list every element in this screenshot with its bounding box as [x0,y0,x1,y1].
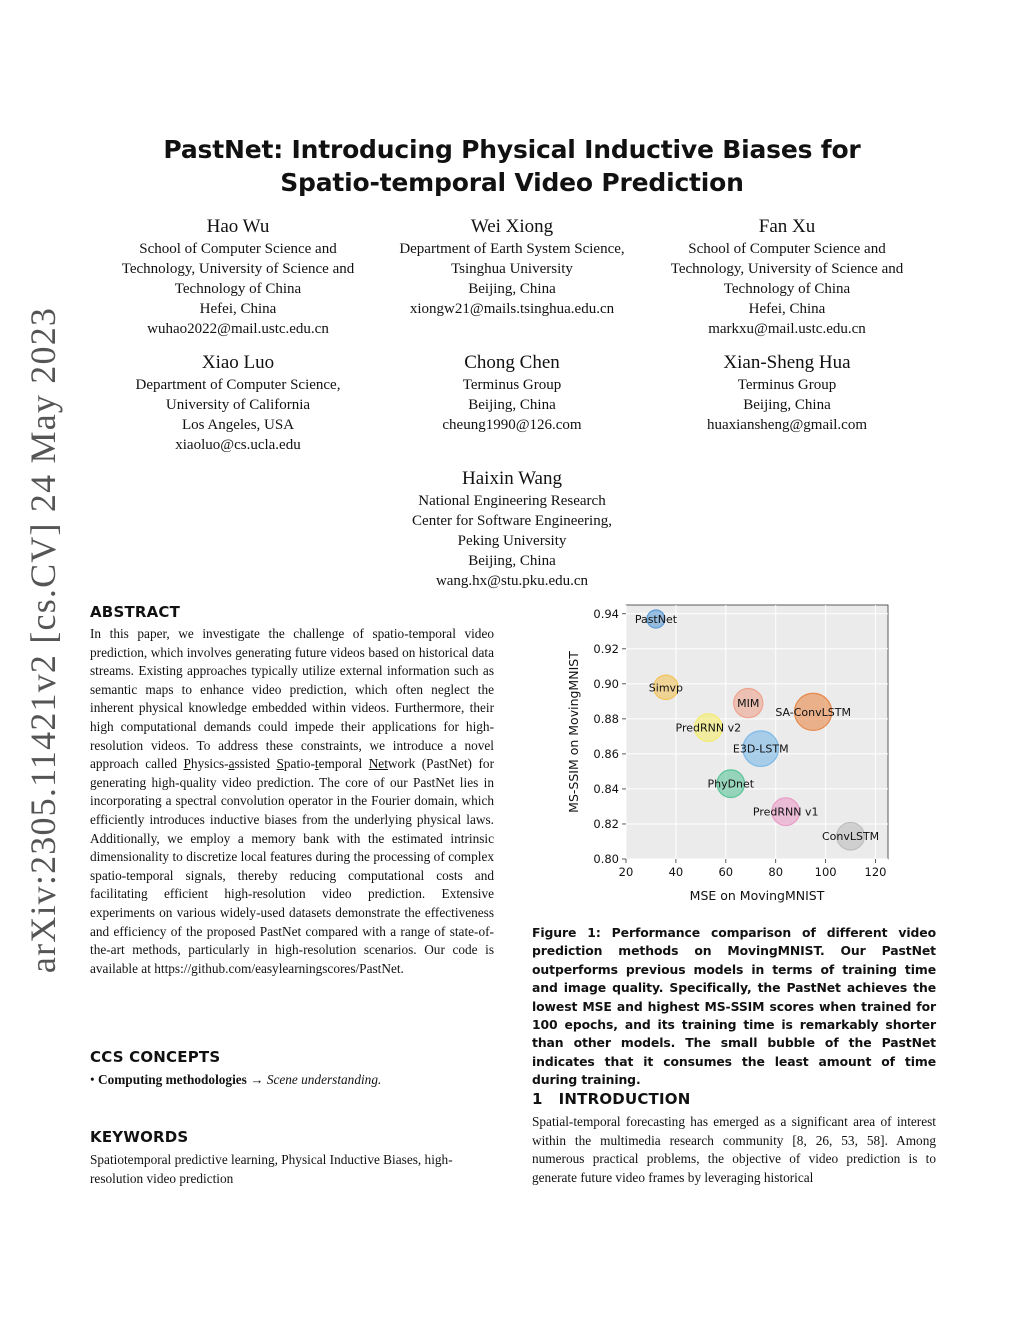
author-location: Beijing, China [743,397,831,413]
author-email: huaxiansheng@gmail.com [706,417,868,433]
bubble-label: Simvp [648,681,684,695]
author-block-chong-chen [377,351,647,435]
author-affiliation-line: School of Computer Science and [688,241,886,257]
author-block-xian-sheng-hua [652,351,922,435]
author-affiliation-line: National Engineering Research [418,493,606,509]
acronym-rest: ssisted [234,756,277,772]
ccs-category: Computing methodologies [97,1072,247,1087]
acronym-rest: emporal [318,756,369,772]
title-line-1: PastNet: Introducing Physical Inductive Biases for [163,135,861,164]
keywords-heading: KEYWORDS [90,1128,189,1146]
keywords-text: Spatiotemporal predictive learning, Physical Inductive Biases, high-resolution video prediction [90,1152,453,1186]
x-tick-label: 120 [864,865,887,879]
acronym-letter: t [314,756,319,772]
acronym-expansion [184,756,416,771]
author-name: Hao Wu [206,216,270,237]
author-name: Xiao Luo [201,352,275,373]
author-location: Beijing, China [468,397,556,413]
y-tick-label: 0.82 [593,816,619,831]
figure-caption: Figure 1: Performance comparison of different video prediction methods on MovingMNIST. Our PastNet outperforms previous models in terms of training time and image quality. Specifically, the PastNet achieves the lowest MSE and highest MS-SSIM scores when trained for 100 epochs, and its training time is remarkably shorter than other models. The small bubble of the PastNet indicates that it consumes the least amount of time during training. [532,925,936,1088]
author-affiliation-line: Terminus Group [462,377,562,393]
x-tick-label: 40 [668,865,684,879]
acronym-letter: a [228,756,235,772]
abstract-text [90,625,494,978]
acronym-letter: Net [368,756,388,772]
x-tick-label: 60 [718,865,734,879]
bubble-label: SA-ConvLSTM [775,705,851,719]
acronym-letter: P [183,756,191,772]
author-block-xiao-luo [103,351,373,455]
author-email: xiaoluo@cs.ucla.edu [175,437,301,453]
author-location: Los Angeles, USA [181,417,295,433]
author-email: cheung1990@126.com [442,417,582,433]
author-name: Fan Xu [758,216,816,237]
author-block-wei-xiong [377,215,647,319]
abstract-heading: ABSTRACT [90,603,181,621]
y-tick-label: 0.88 [593,711,619,726]
author-affiliation-line: Department of Computer Science, [135,377,341,393]
y-tick-label: 0.94 [593,606,619,621]
author-affiliation-line: Tsinghua University [451,261,573,277]
author-name: Xian-Sheng Hua [723,352,851,373]
ccs-section [90,1048,494,1090]
x-tick-label: 100 [814,865,837,879]
introduction-section [532,1090,936,1187]
ccs-arrow: → [250,1072,264,1087]
author-name: Chong Chen [464,352,560,373]
author-block-hao-wu [103,215,373,339]
x-tick-label: 20 [618,865,634,879]
author-affiliation-line: School of Computer Science and [139,241,337,257]
acronym-letter: S [276,756,284,772]
x-axis-ticks [619,859,887,879]
author-affiliation-line: Technology of China [174,281,302,297]
author-block-haixin-wang [377,467,647,591]
y-tick-label: 0.92 [593,641,619,656]
author-affiliation-line: Center for Software Engineering, [412,513,612,529]
keywords-section [90,1128,494,1188]
arxiv-side-stamp: arXiv:2305.11421v2 [cs.CV] 24 May 2023 [23,306,63,974]
author-affiliation-line: Peking University [457,533,567,549]
bubble-label: PhyDnet [707,777,755,791]
acronym-rest: hysics- [190,756,229,772]
intro-text: Spatial-temporal forecasting has emerged as a significant area of interest within the multimedia research community [8, 26, 53, 58]. Among numerous practical problems, the objective of video prediction is to generate future video frames by leveraging historical [532,1114,936,1185]
abstract-text-after: (PastNet) for generating high-quality video prediction. The core of our PastNet lies in incorporating a spectral convolution operator in the Fourier domain, which efficiently introduces inductive biases from the underlying physical laws. Additionally, we employ a memory bank with the estimated intrinsic dimensionality to discretize local features during the processing of complex spatio-temporal signals, thereby reducing computational costs and facilitating efficient high-resolution video prediction. Extensive experiments on various widely-used datasets demonstrate the effectiveness and efficiency of the proposed PastNet compared with a range of state-of-the-art methods, particularly in high-resolution scenarios. Our code is available at https://github.com/easylearningscores/PastNet. [90,756,494,976]
author-email: markxu@mail.ustc.edu.cn [708,321,866,337]
abstract-section [90,603,494,978]
x-tick-label: 80 [768,865,784,879]
author-affiliation-line: University of California [165,397,311,413]
intro-section-number: 1 [532,1090,543,1108]
author-location: Beijing, China [468,553,556,569]
author-email: wuhao2022@mail.ustc.edu.cn [147,321,329,337]
author-block-fan-xu [652,215,922,339]
y-tick-label: 0.86 [593,746,619,761]
author-affiliation-line: Technology, University of Science and [670,261,904,277]
x-axis-label: MSE on MovingMNIST [689,888,825,903]
bubble-label: PredRNN v2 [675,721,742,735]
author-affiliation-line: Technology of China [723,281,851,297]
author-location: Beijing, China [468,281,556,297]
y-tick-label: 0.84 [593,781,619,796]
intro-heading [532,1090,936,1108]
bubble-label: PastNet [634,613,678,627]
ccs-bullet: • [90,1072,95,1087]
author-affiliation-line: Terminus Group [737,377,837,393]
performance-bubble-chart [560,595,900,910]
author-affiliation-line: Department of Earth System Science, [399,241,625,257]
intro-heading-text: INTRODUCTION [558,1090,691,1108]
author-location: Hefei, China [199,301,277,317]
paper-title [112,133,912,199]
abstract-text-before: In this paper, we investigate the challenge of spatio-temporal video prediction, which involves generating future videos based on historical data streams. Existing approaches typically utilize external information such as semantic maps to enhance video prediction, which often neglect the inherent physical knowledge embedded within videos. Furthermore, their high computational demands could impede their applications for high-resolution videos. To address these constraints, we introduce a novel approach called [90,626,494,772]
author-location: Hefei, China [748,301,826,317]
author-affiliation-line: Technology, University of Science and [121,261,355,277]
ccs-concept [90,1071,494,1090]
ccs-heading: CCS CONCEPTS [90,1048,221,1066]
y-axis-ticks [593,607,626,866]
bubble-label: ConvLSTM [821,830,880,844]
y-axis-label: MS-SSIM on MovingMNIST [566,651,581,813]
author-email: xiongw21@mails.tsinghua.edu.cn [409,301,615,317]
acronym-rest: patio- [283,756,315,772]
bubble-label: MIM [737,697,760,711]
y-tick-label: 0.90 [593,676,619,691]
y-tick-label: 0.80 [593,852,619,866]
acronym-rest: work [387,756,416,772]
author-email: wang.hx@stu.pku.edu.cn [435,573,589,589]
title-line-2: Spatio-temporal Video Prediction [280,168,744,197]
author-name: Wei Xiong [470,216,554,237]
ccs-concept-term: Scene understanding. [266,1072,382,1087]
bubble-label: E3D-LSTM [732,742,789,756]
bubble-label: PredRNN v1 [752,805,819,819]
author-name: Haixin Wang [462,468,562,489]
